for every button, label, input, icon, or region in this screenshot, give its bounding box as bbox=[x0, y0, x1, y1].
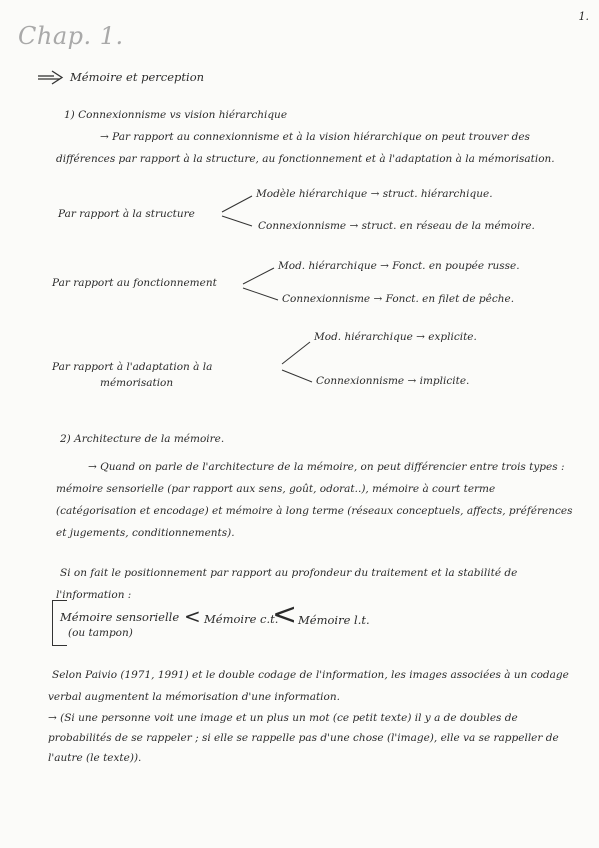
fonctionnement-branch2: Connexionnisme → Fonct. en filet de pêche. bbox=[282, 293, 515, 305]
order-item1-note: (ou tampon) bbox=[68, 627, 133, 639]
less-than-1: < bbox=[184, 604, 201, 628]
order-item1: Mémoire sensorielle bbox=[60, 610, 180, 624]
paivio-text: Selon Paivio (1971, 1991) et le double codage de l'information, les images associées à un codage verbal augmentent la mémorisation d'une information. bbox=[48, 669, 569, 703]
adaptation-label-line2: mémorisation bbox=[100, 377, 174, 389]
less-than-2: < bbox=[272, 597, 298, 632]
order-item2: Mémoire c.t. bbox=[204, 612, 279, 626]
fonctionnement-branch-lines bbox=[243, 268, 278, 300]
example-text: → (Si une personne voit une image et un plus un mot (ce petit texte) il y a de doubles de probabilités de se rappeler ; si elle se rappelle pas d'une chose (l'image), elle va se rappeller de l'autre (le texte)). bbox=[48, 712, 559, 764]
structure-label: Par rapport à la structure bbox=[58, 208, 195, 220]
structure-branch-lines bbox=[222, 196, 252, 226]
adaptation-branch2: Connexionnisme → implicite. bbox=[316, 375, 470, 387]
section1-intro: → Par rapport au connexionnisme et à la vision hiérarchique on peut trouver des différences par rapport à la structure, au fonctionnement et à l'adaptation à la mémorisation. bbox=[56, 131, 555, 165]
position-text: Si on fait le positionnement par rapport au profondeur du traitement et la stabilité de l'information : bbox=[56, 567, 518, 601]
page-number: 1. bbox=[578, 10, 589, 23]
fonctionnement-branch1: Mod. hiérarchique → Fonct. en poupée russe. bbox=[278, 260, 520, 272]
adaptation-branch1: Mod. hiérarchique → explicite. bbox=[314, 331, 477, 343]
order-item3: Mémoire l.t. bbox=[298, 613, 370, 627]
heading: Mémoire et perception bbox=[70, 70, 205, 84]
chapter-title: Chap. 1. bbox=[18, 22, 124, 50]
structure-branch1: Modèle hiérarchique → struct. hiérarchique. bbox=[256, 188, 493, 200]
structure-branch2: Connexionnisme → struct. en réseau de la mémoire. bbox=[258, 220, 535, 232]
heading-arrow-icon bbox=[38, 71, 62, 84]
adaptation-branch-lines bbox=[282, 342, 312, 382]
section2-title: 2) Architecture de la mémoire. bbox=[60, 433, 225, 445]
section2-intro: → Quand on parle de l'architecture de la mémoire, on peut différencier entre trois types : mémoire sensorielle (par rapport aux sens, goût, odorat..), mémoire à court terme (catégorisation et encodage) et mémoire à long terme (réseaux conceptuels, affects, préférences et jugements, conditionnements). bbox=[56, 461, 573, 539]
fonctionnement-label: Par rapport au fonctionnement bbox=[52, 277, 217, 289]
section1-title: 1) Connexionnisme vs vision hiérarchique bbox=[64, 109, 288, 121]
adaptation-label-line1: Par rapport à l'adaptation à la bbox=[52, 361, 213, 373]
